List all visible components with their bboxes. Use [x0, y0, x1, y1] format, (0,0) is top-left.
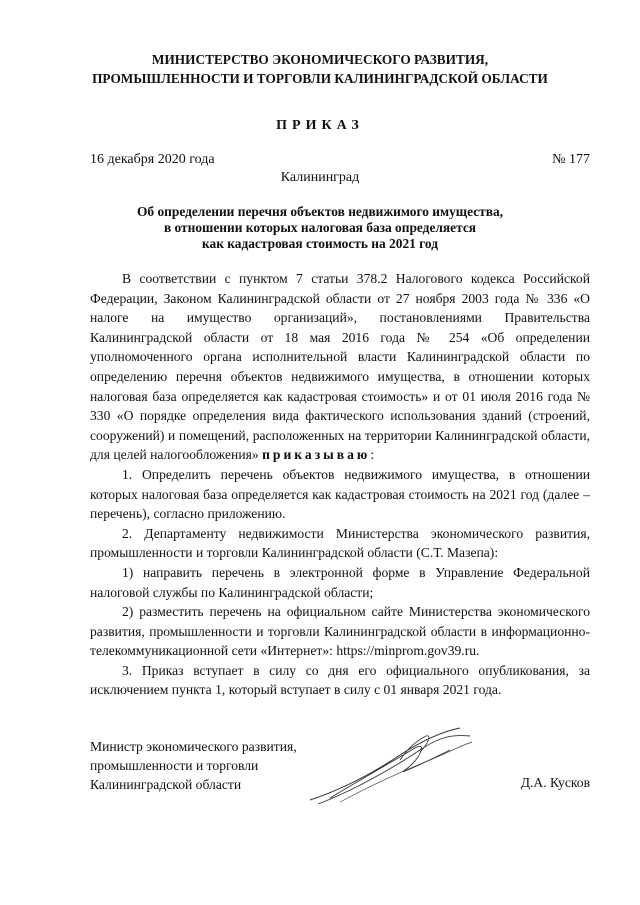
- signer-title: [90, 737, 297, 794]
- preamble-text: В соответствии с пунктом 7 статьи 378.2 Налогового кодекса Российской Федерации, Законом Калининградской области от 27 ноября 2003 года № 336 «О налоге на имущество организаций», постановлениями Правительства Калининградской области от 18 мая 2016 года № 254 «Об определении уполномоченного органа исполнительной власти Калининградской области по определению перечня объектов недвижимого имущества, в отношении которых налоговая база определяется как кадастровая стоимость» и от 01 июля 2016 года № 330 «О порядке определения вида фактического использования зданий (строений, сооружений) и помещений, расположенных на территории Калининградской области, для целей налогообложения»: [90, 271, 590, 463]
- document-number: № 177: [552, 152, 590, 167]
- document-subject: [0, 204, 640, 252]
- subject-line-1: Об определении перечня объектов недвижимого имущества,: [137, 204, 503, 219]
- ministry-line-2: ПРОМЫШЛЕННОСТИ И ТОРГОВЛИ КАЛИНИНГРАДСКОЙ ОБЛАСТИ: [92, 71, 548, 86]
- order-word: приказываю: [262, 447, 371, 463]
- ministry-line-1: МИНИСТЕРСТВО ЭКОНОМИЧЕСКОГО РАЗВИТИЯ,: [151, 52, 489, 67]
- signer-title-line-3: Калининградской области: [90, 777, 242, 792]
- signer-title-line-2: промышленности и торговли: [90, 758, 259, 773]
- order-colon: :: [370, 447, 375, 463]
- document-type-title: ПРИКАЗ: [276, 118, 364, 133]
- subject-line-3: как кадастровая стоимость на 2021 год: [201, 236, 439, 251]
- item-3: 3. Приказ вступает в силу со дня его официального опубликования, за исключением пункта 1, который вступает в силу с 01 января 2021 года.: [90, 662, 590, 698]
- document-body: [90, 269, 590, 700]
- signer-name: Д.А. Кусков: [520, 775, 590, 790]
- signer-title-line-1: Министр экономического развития,: [90, 739, 297, 754]
- item-2: 2. Департаменту недвижимости Министерства экономического развития, промышленности и торговли Калининградской области (С.Т. Мазепа):: [90, 525, 590, 561]
- item-2-1: 1) направить перечень в электронной форме в Управление Федеральной налоговой службы по Калининградской области;: [90, 564, 590, 600]
- item-1: 1. Определить перечень объектов недвижимого имущества, в отношении которых налоговая база определяется как кадастровая стоимость на 2021 год (далее – перечень), согласно приложению.: [90, 466, 590, 522]
- handwritten-signature: [300, 720, 480, 810]
- document-date: 16 декабря 2020 года: [90, 152, 215, 167]
- subject-line-2: в отношении которых налоговая база определяется: [163, 220, 477, 235]
- item-2-2: 2) разместить перечень на официальном сайте Министерства экономического развития, промышленности и торговли Калининградской области в информационно-телекоммуникационной сети «Интернет»: https://minprom.gov39.ru.: [90, 604, 590, 659]
- document-city: Калининград: [280, 170, 360, 185]
- preamble-paragraph: [90, 269, 590, 465]
- ministry-header: [0, 50, 640, 88]
